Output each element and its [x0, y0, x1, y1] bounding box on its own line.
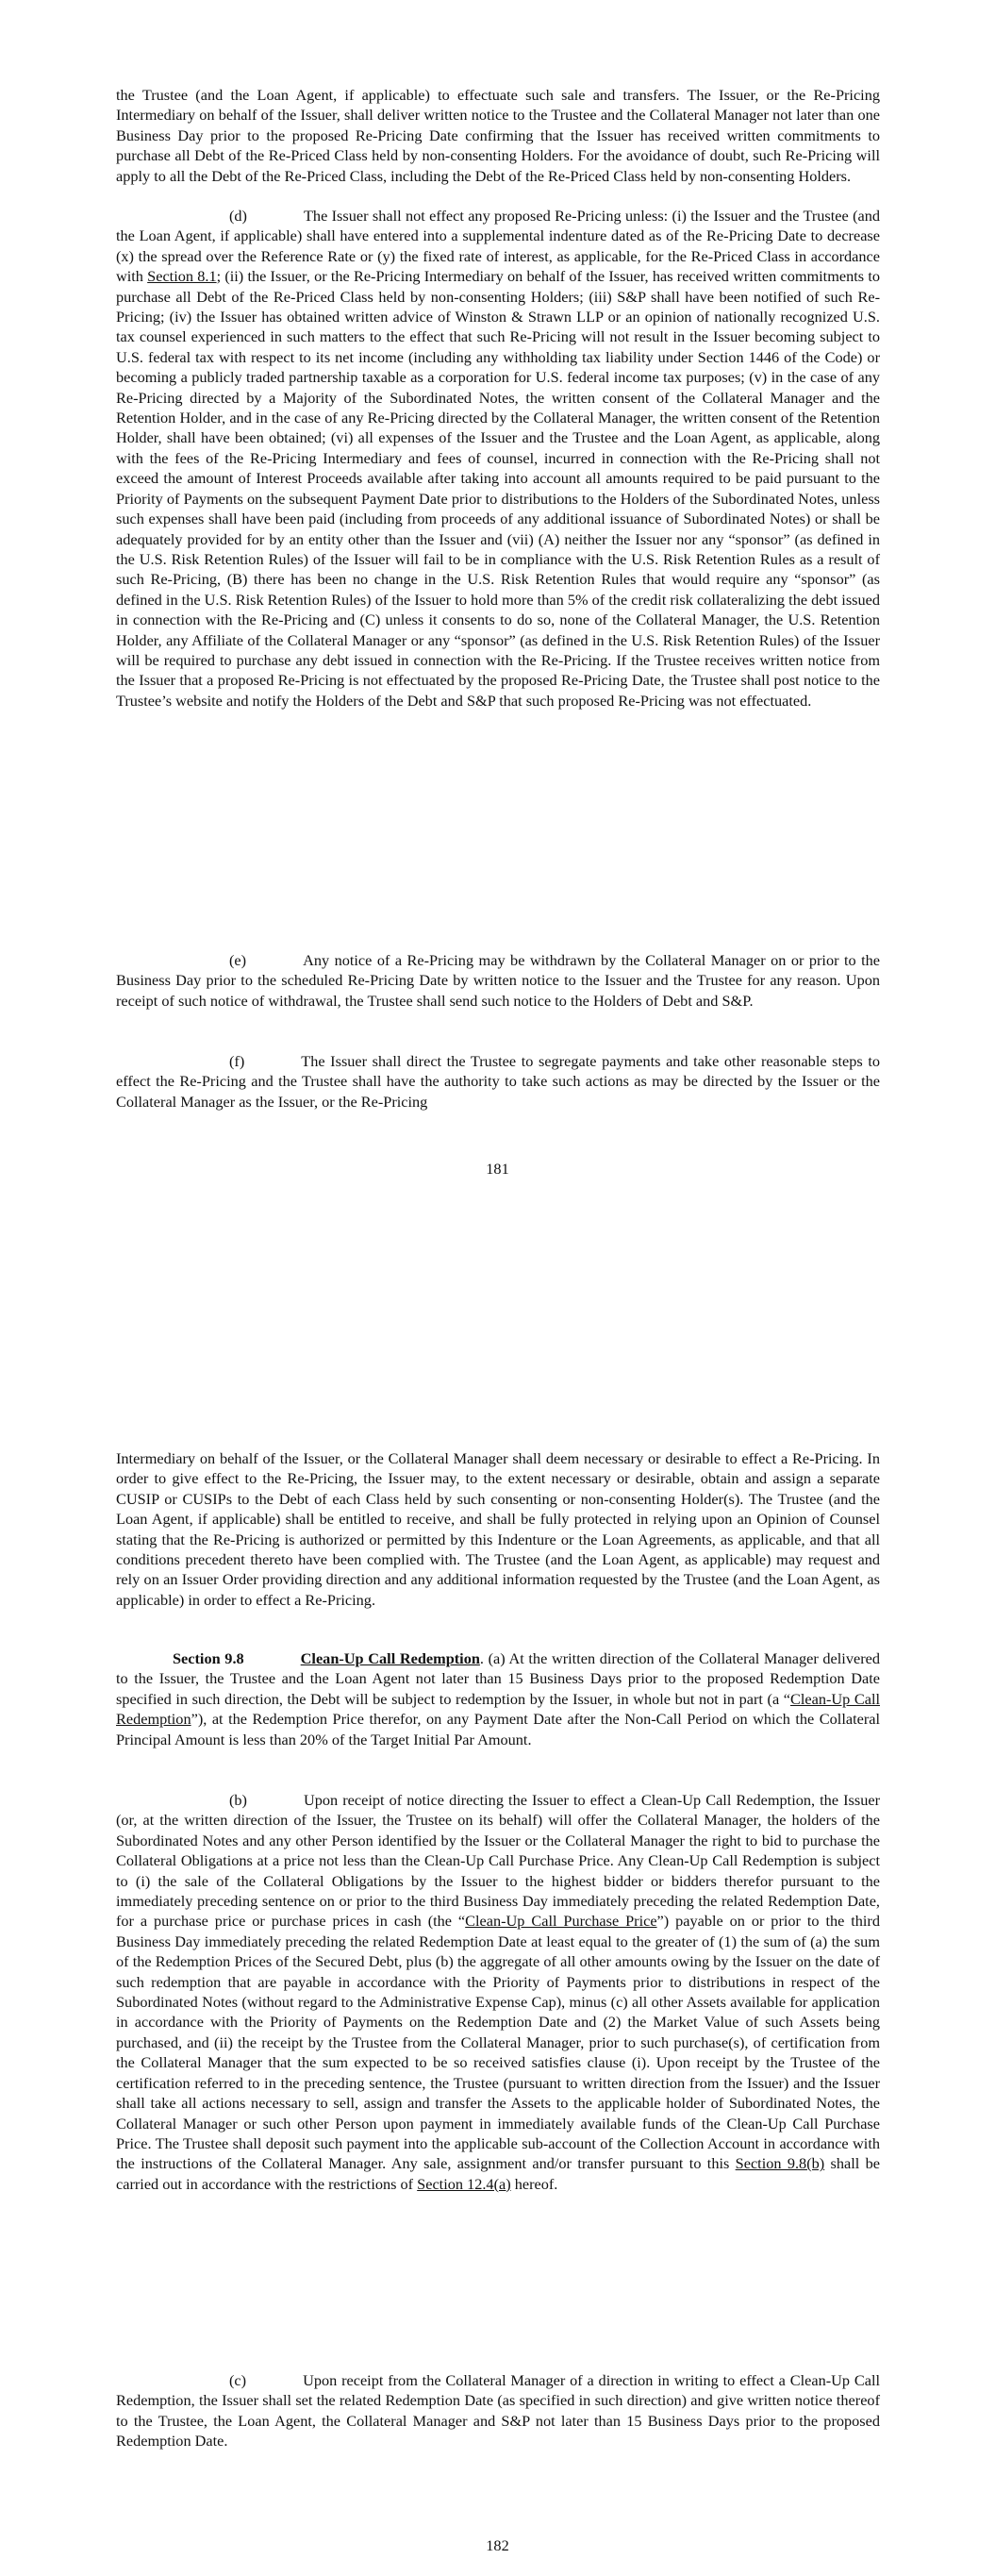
- page-number: 182: [486, 2536, 509, 2554]
- section-reference[interactable]: Section 8.1: [147, 267, 217, 286]
- paragraph-label: (b): [229, 1791, 247, 1809]
- section-reference[interactable]: Section 12.4(a): [417, 2174, 511, 2193]
- paragraph-label: (e): [229, 951, 247, 969]
- paragraph-continued: Intermediary on behalf of the Issuer, or the Collateral Manager shall deem necessary or desirable to effect a Re-Pricing. In order to give effect to the Re-Pricing, the Issuer may, to the extent necessary or desirable, obtain and assign a separate CUSIP or CUSIPs to the Debt of each Class held by such consenting or non-consenting Holder(s). The Trustee (and the Loan Agent, if applicable) shall be entitled to receive, and shall be fully protected in relying upon an Opinion of Counsel stating that the Re-Pricing is authorized or permitted by this Indenture or the Loan Agreements, as applicable, and that all conditions precedent thereto have been complied with. The Trustee (and the Loan Agent, as applicable) may request and rely on an Issuer Order providing direction and any additional information requested by the Trustee (and the Loan Agent, as applicable) in order to effect a Re-Pricing.: [116, 1449, 880, 1609]
- paragraph-label: (f): [229, 1052, 245, 1070]
- paragraph-b: (b) Upon receipt of notice directing the Issuer to effect a Clean-Up Call Redemption, the Issuer (or, at the written direction of the Issuer, the Trustee on its behalf) will offer the Collateral Manager, the holders of the Subordinated Notes and any other Person identified by the Issuer or the Collateral Manager the right to bid to purchase the Collateral Obligations at a price not less than the Clean-Up Call Purchase Price. Any Clean-Up Call Redemption is subject to (i) the sale of the Collateral Obligations by the Issuer to the highest bidder or bidders therefor pursuant to the immediately preceding sentence on or prior to the third Business Day immediately preceding the related Redemption Date, for a purchase price or purchase prices in cash (the “Clean-Up Call Purchase Price”) payable on or prior to the third Business Day immediately preceding the related Redemption Date at least equal to the greater of (1) the sum of (a) the sum of the Redemption Prices of the Secured Debt, plus (b) the aggregate of all other amounts owing by the Issuer on the date of such redemption that are payable in accordance with the Priority of Payments prior to distributions in respect of the Subordinated Notes (without regard to the Administrative Expense Cap), minus (c) all other Assets available for application in accordance with the Priority of Payments on the Redemption Date and (2) the Market Value of such Assets being purchased, and (ii) the receipt by the Trustee from the Collateral Manager, prior to such purchase(s), of certification from the Collateral Manager that the sum expected to be so received satisfies clause (i). Upon receipt by the Trustee of the certification referred to in the preceding sentence, the Trustee (pursuant to written direction from the Issuer) and the Issuer shall take all actions necessary to sell, assign and transfer the Assets to the applicable holder of Subordinated Notes, the Collateral Manager or such other Person upon payment in immediately available funds of the Clean-Up Call Purchase Price. The Trustee shall deposit such payment into the applicable sub-account of the Collection Account in accordance with the instructions of the Collateral Manager. Any sale, assignment and/or transfer pursuant to this Section 9.8(b) shall be carried out in accordance with the restrictions of Section 12.4(a) hereof.: [116, 1791, 880, 2193]
- paragraph-c: (c) Upon receipt from the Collateral Manager of a direction in writing to effect a Clean-Up Call Redemption, the Issuer shall set the related Redemption Date (as specified in such direction) and give written notice thereof to the Trustee, the Loan Agent, the Collateral Manager and S&P not later than 15 Business Days prior to the proposed Redemption Date.: [116, 2371, 880, 2451]
- section-number: Section 9.8: [173, 1649, 244, 1667]
- defined-term: Clean-Up Call Redemption: [116, 1689, 880, 1729]
- paragraph-label: (d): [229, 207, 247, 225]
- defined-term: Clean-Up Call Purchase Price: [465, 1912, 657, 1931]
- page-number: 181: [486, 1160, 509, 1178]
- paragraph-label: (c): [229, 2371, 247, 2389]
- section-reference[interactable]: Section 9.8(b): [735, 2154, 825, 2173]
- paragraph-d: (d) The Issuer shall not effect any proposed Re-Pricing unless: (i) the Issuer and the Trustee (and the Loan Agent, if applicable) shall have entered into a supplemental indenture dated as of the Re-Pricing Date to decrease (x) the spread over the Reference Rate or (y) the fixed rate of interest, as applicable, for the Re-Priced Class in accordance with Section 8.1; (ii) the Issuer, or the Re-Pricing Intermediary on behalf of the Issuer, has received written commitments to purchase all Debt of the Re-Priced Class held by non-consenting Holders; (iii) S&P shall have been notified of such Re-Pricing; (iv) the Issuer has obtained written advice of Winston & Strawn LLP or an opinion of nationally recognized U.S. tax counsel experienced in such matters to the effect that such Re-Pricing will not result in the Issuer becoming subject to U.S. federal tax with respect to its net income (including any withholding tax liability under Section 1446 of the Code) or becoming a publicly traded partnership taxable as a corporation for U.S. federal income tax purposes; (v) in the case of any Re-Pricing directed by a Majority of the Subordinated Notes, the written consent of the Collateral Manager and the Retention Holder, and in the case of any Re-Pricing directed by the Collateral Manager, the written consent of the Retention Holder, shall have been obtained; (vi) all expenses of the Issuer and the Trustee and the Loan Agent, as applicable, along with the fees of the Re-Pricing Intermediary and fees of counsel, incurred in connection with the Re-Pricing shall not exceed the amount of Interest Proceeds available after taking into account all amounts required to be paid pursuant to the Priority of Payments on the subsequent Payment Date prior to distributions to the Holders of the Subordinated Notes, unless such expenses shall have been paid (including from proceeds of any additional issuance of Subordinated Notes) or shall be adequately provided for by an entity other than the Issuer and (vii) (A) neither the Issuer nor any “sponsor” (as defined in the U.S. Risk Retention Rules) of the Issuer will fail to be in compliance with the U.S. Risk Retention Rules as a result of such Re-Pricing, (B) there has been no change in the U.S. Risk Retention Rules that would require any “sponsor” (as defined in the U.S. Risk Retention Rules) of the Issuer to hold more than 5% of the credit risk collateralizing the debt issued in connection with the Re-Pricing and (C) unless it consents to do so, none of the Collateral Manager, the U.S. Retention Holder, any Affiliate of the Collateral Manager or any “sponsor” (as defined in the U.S. Risk Retention Rules) of the Issuer will be required to purchase any debt issued in connection with the Re-Pricing. If the Trustee receives written notice from the Issuer that a proposed Re-Pricing is not effectuated by the proposed Re-Pricing Date, the Trustee shall post notice to the Trustee’s website and notify the Holders of the Debt and S&P that such proposed Re-Pricing was not effectuated.: [116, 207, 880, 710]
- paragraph-e: (e) Any notice of a Re-Pricing may be withdrawn by the Collateral Manager on or prior to the Business Day prior to the scheduled Re-Pricing Date by written notice to the Issuer and the Trustee for any reason. Upon receipt of such notice of withdrawal, the Trustee shall send such notice to the Holders of Debt and S&P.: [116, 951, 880, 1010]
- section-9-8-paragraph: Section 9.8 Clean-Up Call Redemption. (a) At the written direction of the Collateral Manager delivered to the Issuer, the Trustee and the Loan Agent not later than 15 Business Days prior to the proposed Redemption Date specified in such direction, the Debt will be subject to redemption by the Issuer, in whole but not in part (a “Clean-Up Call Redemption”), at the Redemption Price therefor, on any Payment Date after the Non-Call Period on which the Collateral Principal Amount is less than 20% of the Target Initial Par Amount.: [116, 1649, 880, 1748]
- document-page-182: [0, 1406, 995, 2576]
- paragraph-continued: the Trustee (and the Loan Agent, if applicable) to effectuate such sale and transfers. The Issuer, or the Re-Pricing Intermediary on behalf of the Issuer, shall deliver written notice to the Trustee and the Collateral Manager not later than one Business Day prior to the proposed Re-Pricing Date confirming that the Issuer has received written commitments to purchase all Debt of the Re-Priced Class held by non-consenting Holders. For the avoidance of doubt, such Re-Pricing will apply to all the Debt of the Re-Priced Class, including the Debt of the Re-Priced Class held by non-consenting Holders.: [116, 86, 880, 185]
- paragraph-f: (f) The Issuer shall direct the Trustee to segregate payments and take other reasonable steps to effect the Re-Pricing and the Trustee shall have the authority to take such actions as may be directed by the Issuer or the Collateral Manager as the Issuer, or the Re-Pricing: [116, 1052, 880, 1111]
- document-page-181: [0, 0, 995, 1227]
- section-title: Clean-Up Call Redemption: [300, 1649, 480, 1667]
